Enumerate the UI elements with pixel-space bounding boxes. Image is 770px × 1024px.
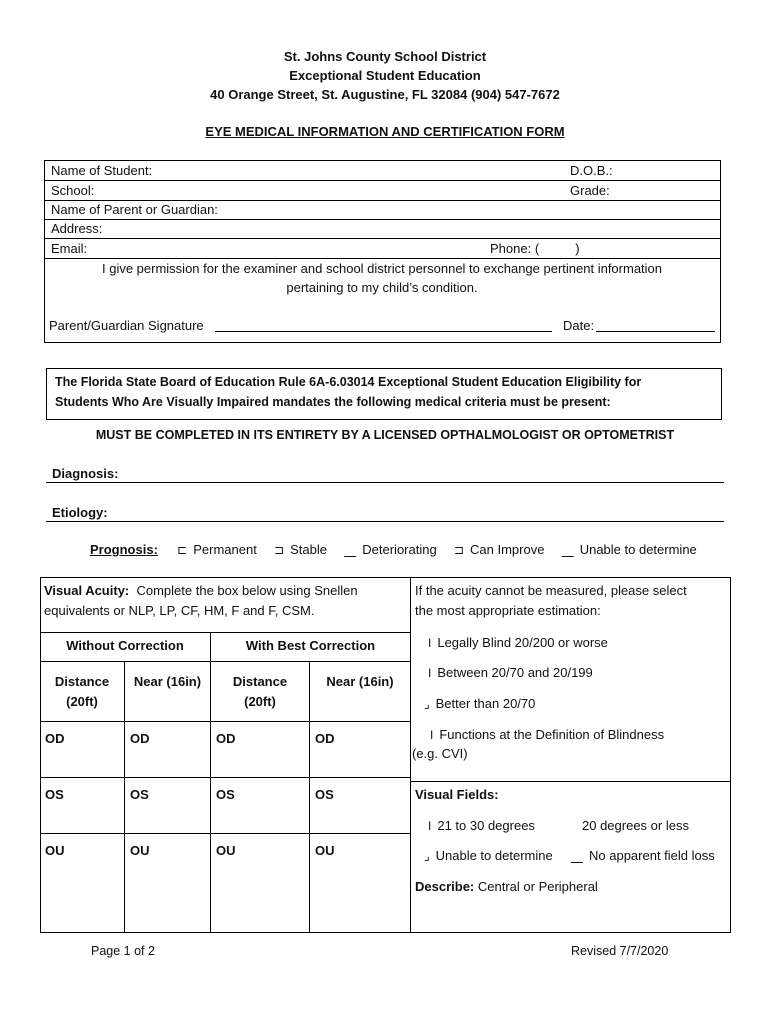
- prognosis-option-stable: Stable: [290, 542, 327, 557]
- form-title: EYE MEDICAL INFORMATION AND CERTIFICATION FORM: [205, 124, 565, 139]
- col-distance-1: Distance: [54, 674, 110, 689]
- prognosis-option-can-improve: Can Improve: [470, 542, 545, 557]
- row-od-c2[interactable]: OD: [130, 731, 150, 746]
- department-name: Exceptional Student Education: [289, 68, 481, 83]
- visual-fields-label: Visual Fields:: [415, 787, 499, 802]
- field-option-unable[interactable]: ⌟ Unable to determine: [424, 848, 553, 863]
- row-os-c1[interactable]: OS: [45, 787, 64, 802]
- row-os-c3[interactable]: OS: [216, 787, 235, 802]
- date-line[interactable]: [596, 331, 715, 332]
- checkbox-icon[interactable]: ⎽: [344, 543, 357, 557]
- estimation-instructions-line1: If the acuity cannot be measured, please select: [415, 583, 687, 598]
- dob-label: D.O.B.:: [570, 163, 613, 178]
- permission-text-line1: I give permission for the examiner and school district personnel to exchange pertinent information: [101, 261, 663, 276]
- rule-text-line1: The Florida State Board of Education Rule 6A-6.03014 Exceptional Student Education Eligibility for: [55, 375, 642, 389]
- checkbox-icon: I: [430, 728, 434, 742]
- acuity-table: [40, 577, 731, 933]
- prognosis-row: [90, 542, 697, 558]
- email-label: Email:: [51, 241, 88, 256]
- row-os-c2[interactable]: OS: [130, 787, 149, 802]
- row-od-c4[interactable]: OD: [315, 731, 335, 746]
- checkbox-icon: I: [428, 666, 432, 680]
- without-correction-header: Without Correction: [66, 638, 184, 653]
- describe-text: Central or Peripheral: [477, 879, 598, 894]
- describe-label: Describe:: [415, 879, 475, 894]
- signature-label: Parent/Guardian Signature: [49, 318, 204, 333]
- col-distance-1-sub: (20ft): [66, 694, 98, 709]
- prognosis-option-deteriorating: Deteriorating: [362, 542, 437, 557]
- checkbox-icon: I: [428, 819, 432, 833]
- row-od-c3[interactable]: OD: [216, 731, 236, 746]
- col-near-2: Near (16in): [326, 674, 394, 689]
- checkbox-icon: ⌟: [424, 849, 430, 863]
- student-info-box: [44, 160, 721, 343]
- checkbox-icon[interactable]: ⎽: [561, 543, 574, 557]
- field-option-no-loss[interactable]: ⎽ No apparent field loss: [571, 848, 715, 863]
- estimation-option-blindness-definition[interactable]: I Functions at the Definition of Blindness: [430, 727, 665, 742]
- checkbox-icon[interactable]: ⊐: [453, 543, 465, 557]
- checkbox-icon: I: [428, 636, 432, 650]
- row-ou-c4[interactable]: OU: [315, 843, 335, 858]
- estimation-option-legally-blind[interactable]: I Legally Blind 20/200 or worse: [428, 635, 608, 650]
- rule-text-line2: Students Who Are Visually Impaired mandates the following medical criteria must be present:: [55, 395, 611, 409]
- parent-name-label: Name of Parent or Guardian:: [51, 202, 218, 217]
- prognosis-option-unable: Unable to determine: [579, 542, 697, 557]
- estimation-option-better[interactable]: ⌟ Better than 20/70: [424, 696, 536, 711]
- student-name-label: Name of Student:: [51, 163, 153, 178]
- address-label: Address:: [51, 221, 103, 236]
- etiology-line[interactable]: [46, 521, 724, 522]
- col-near-1: Near (16in): [133, 674, 202, 689]
- prognosis-option-permanent: Permanent: [193, 542, 257, 557]
- row-ou-c2[interactable]: OU: [130, 843, 150, 858]
- checkbox-icon: ⎽: [571, 849, 584, 863]
- prognosis-label: Prognosis:: [90, 542, 158, 557]
- district-name: St. Johns County School District: [283, 49, 487, 64]
- describe-row: [415, 879, 598, 894]
- visual-acuity-instructions: equivalents or NLP, LP, CF, HM, F and F, CSM.: [44, 603, 315, 618]
- school-label: School:: [51, 183, 95, 198]
- signature-line[interactable]: [215, 331, 552, 332]
- etiology-label: Etiology:: [52, 505, 108, 520]
- phone-label: Phone: ( ): [490, 241, 580, 256]
- field-option-21-30[interactable]: I 21 to 30 degrees: [428, 818, 535, 833]
- diagnosis-label: Diagnosis:: [52, 466, 119, 481]
- page-number: Page 1 of 2: [91, 944, 155, 958]
- field-option-20-or-less[interactable]: 20 degrees or less: [582, 818, 689, 833]
- col-distance-2-sub: (20ft): [244, 694, 276, 709]
- date-label: Date:: [563, 318, 595, 333]
- estimation-option-between[interactable]: I Between 20/70 and 20/199: [428, 665, 593, 680]
- col-distance-2: Distance: [232, 674, 288, 689]
- estimation-instructions-line2: the most appropriate estimation:: [415, 603, 601, 618]
- visual-acuity-heading: Visual Acuity: Complete the box below using Snellen: [44, 583, 358, 598]
- revised-date: Revised 7/7/2020: [571, 944, 669, 958]
- checkbox-icon[interactable]: ⊏: [177, 543, 188, 557]
- row-ou-c1[interactable]: OU: [45, 843, 65, 858]
- row-os-c4[interactable]: OS: [315, 787, 334, 802]
- must-complete-notice: MUST BE COMPLETED IN ITS ENTIRETY BY A LICENSED OPTHALMOLOGIST OR OPTOMETRIST: [95, 428, 675, 442]
- diagnosis-line[interactable]: [46, 482, 724, 483]
- row-ou-c3[interactable]: OU: [216, 843, 236, 858]
- with-best-correction-header: With Best Correction: [245, 638, 376, 653]
- checkbox-icon: ⌟: [424, 697, 430, 711]
- checkbox-icon[interactable]: ⊐: [274, 543, 285, 557]
- district-address: 40 Orange Street, St. Augustine, FL 32084 (904) 547-7672: [210, 87, 560, 102]
- row-od-c1[interactable]: OD: [45, 731, 65, 746]
- estimation-option-blindness-example: (e.g. CVI): [412, 746, 468, 761]
- grade-label: Grade:: [570, 183, 610, 198]
- permission-text-line2: pertaining to my child’s condition.: [286, 280, 478, 295]
